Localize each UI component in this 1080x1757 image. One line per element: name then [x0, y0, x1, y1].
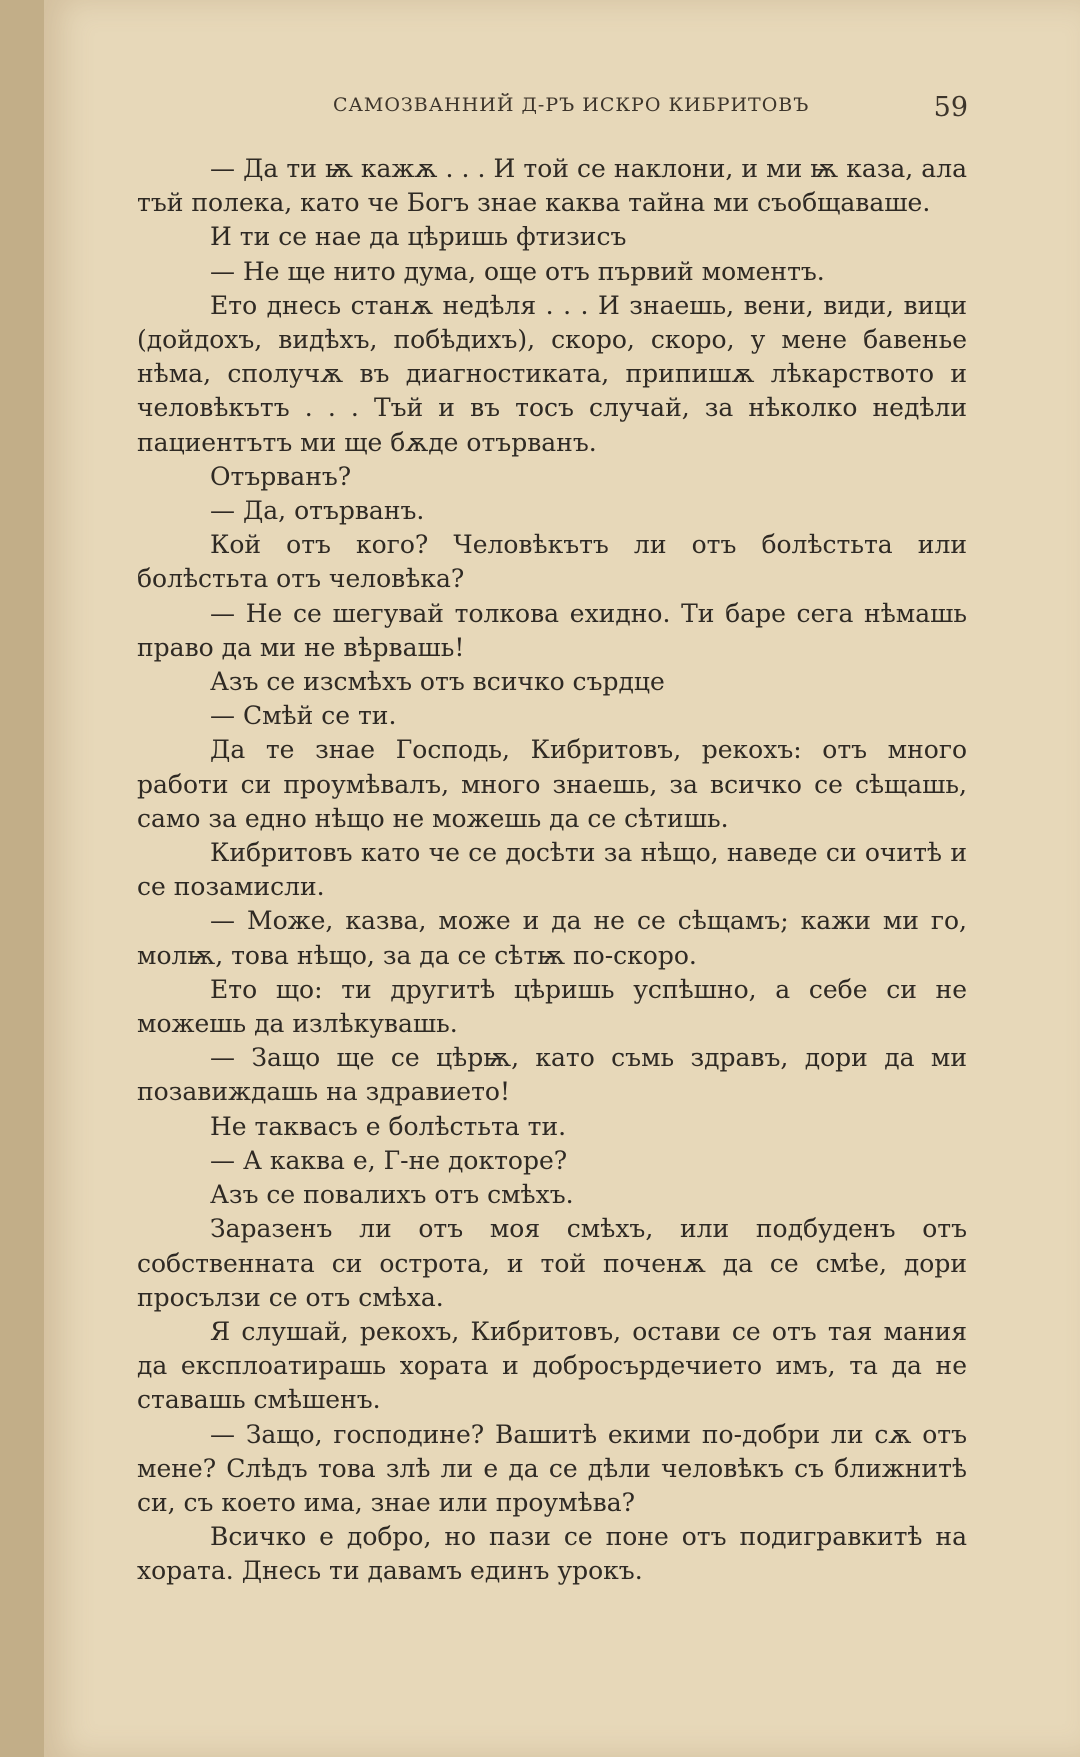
paragraph: Азъ се изсмѣхъ отъ всичко сърдце	[210, 667, 665, 697]
paragraph: — А каква е, Г-не докторе?	[210, 1145, 568, 1175]
paragraph: — Не ще нито дума, още отъ първий моментъ.	[210, 256, 825, 286]
page-gutter	[0, 0, 44, 1757]
paragraph: Не таквасъ е болѣстьта ти.	[210, 1111, 567, 1141]
paragraph: — Защо, господине? Вашитѣ екими по-добри ли сѫ отъ мене? Слѣдъ това злѣ ли е да се дѣли человѣкъ съ ближнитѣ си, съ което има, знае или проумѣва?	[137, 1419, 967, 1517]
page-header	[133, 92, 973, 132]
paragraph: Отърванъ?	[210, 461, 352, 491]
paragraph: И ти се нае да цѣришь фтизисъ	[210, 222, 627, 252]
paragraph: Азъ се повалихъ отъ смѣхъ.	[210, 1180, 574, 1210]
paragraph: — Да, отърванъ.	[210, 496, 425, 526]
body-text	[137, 152, 967, 1589]
paragraph: Кибритовъ като че се досѣти за нѣщо, наведе си очитѣ и се позамисли.	[137, 838, 967, 902]
paragraph: Да те знае Господь, Кибритовъ, рекохъ: отъ много работи си проумѣвалъ, много знаешь, за всичко се сѣщашь, само за едно нѣщо не можешь да се сѣтишь.	[137, 735, 967, 833]
page-number: 59	[933, 92, 968, 123]
paragraph: — Не се шегувай толкова ехидно. Ти баре сега нѣмашь право да ми не вѣрвашь!	[137, 598, 967, 662]
paragraph: — Защо ще се цѣрѭ, като съмь здравъ, дори да ми позавиждашь на здравието!	[137, 1043, 967, 1107]
paragraph: Заразенъ ли отъ моя смѣхъ, или подбуденъ отъ собственната си острота, и той поченѫ да се смѣе, дори просълзи се отъ смѣха.	[137, 1214, 967, 1312]
paragraph: — Смѣй се ти.	[210, 701, 397, 731]
paragraph: Всичко е добро, но пази се поне отъ подигравкитѣ на хората. Днесь ти давамъ единъ урокъ.	[137, 1522, 967, 1586]
paragraph: — Да ти ѭ кажѫ . . . И той се наклони, и ми ѭ каза, ала тъй полека, като че Богъ знае каква тайна ми съобщаваше.	[137, 154, 967, 218]
paragraph: — Може, казва, може и да не се сѣщамъ; кажи ми го, молѭ, това нѣщо, за да се сѣтѭ по-скоро.	[137, 906, 967, 970]
paragraph: Кой отъ кого? Человѣкътъ ли отъ болѣстьта или болѣстьта отъ человѣка?	[137, 530, 967, 594]
paragraph: Ето днесь станѫ недѣля . . . И знаешь, вени, види, вици (дойдохъ, видѣхъ, побѣдихъ), скоро, скоро, у мене бавенье нѣма, сполучѫ въ диагностиката, припишѫ лѣкарството и человѣкътъ . . . Тъй и въ тосъ случай, за нѣколко недѣли пациентътъ ми ще бѫде отърванъ.	[137, 290, 967, 457]
running-head: САМОЗВАННИЙ Д-РЪ ИСКРО КИБРИТОВЪ	[333, 94, 810, 116]
paragraph: Ето що: ти другитѣ цѣришь успѣшно, а себе си не можешь да излѣкувашь.	[137, 974, 967, 1039]
paragraph: Я слушай, рекохъ, Кибритовъ, остави се отъ тая мания да експлоатирашь хората и добросърдечието имъ, та да не ставашь смѣшенъ.	[137, 1316, 967, 1415]
